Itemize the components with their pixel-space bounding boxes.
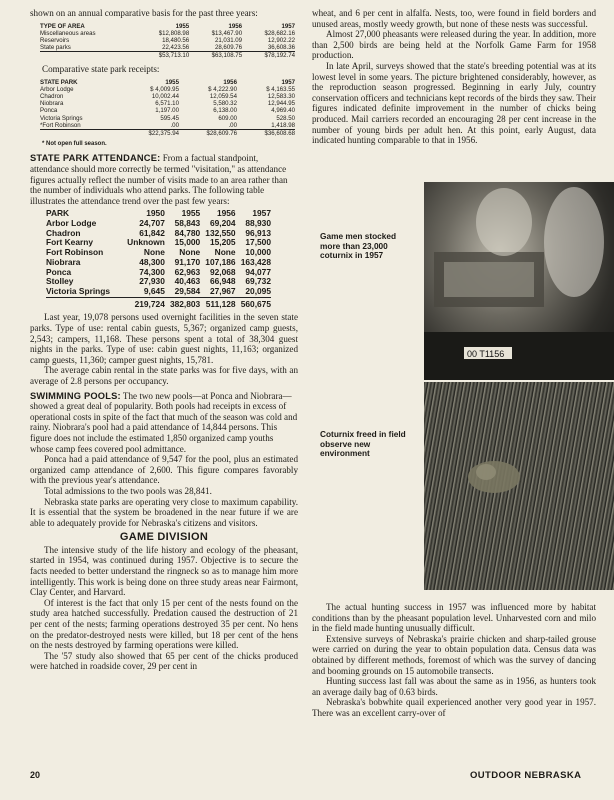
att-cell: Chadron — [46, 227, 81, 238]
park-cell: 4,969.40 — [271, 107, 295, 115]
park-table-header — [40, 79, 295, 86]
att-cell: 61,842 — [139, 227, 165, 238]
park-cell: 528.50 — [276, 114, 295, 122]
park-cell: .00 — [170, 121, 179, 129]
att-cell: 10,000 — [245, 247, 271, 258]
att-cell: 88,930 — [245, 218, 271, 229]
license-plate: 00 T1156 — [467, 349, 505, 359]
park-cell: *Fort Robinson — [40, 121, 81, 129]
att-total-1957: 560,675 — [236, 297, 271, 309]
att-total-row — [46, 297, 271, 309]
attendance-text: From a factual standpoint, attendance should more correctly be termed "visitation," as attendance figures actually reflect the number of visits made to an area rather than the number of individuals who attend parks. The following table illustrates the attendance trend over the past few years: — [30, 153, 288, 206]
area-head-type: TYPE OF AREA — [40, 22, 85, 30]
att-cell: 48,300 — [139, 256, 165, 267]
park-cell: Ponca — [40, 107, 58, 115]
att-cell: None — [143, 247, 165, 258]
att-cell: 69,204 — [209, 218, 236, 229]
area-cell: $28,682.16 — [264, 29, 295, 37]
att-cell: 91,170 — [174, 256, 201, 267]
area-head-1955: 1955 — [175, 22, 190, 30]
att-total-1950: 219,724 — [121, 297, 165, 309]
park-cell: 1,418.98 — [271, 121, 295, 129]
att-cell: 96,913 — [245, 227, 271, 238]
att-cell: None — [179, 247, 201, 258]
pools-heading: SWIMMING POOLS: — [30, 390, 121, 401]
att-cell: 84,780 — [174, 227, 201, 238]
park-total-1956: $28,609.76 — [179, 129, 237, 137]
park-cell: 1,197.00 — [155, 107, 179, 115]
att-cell: Ponca — [46, 266, 72, 277]
table-row — [40, 100, 295, 107]
area-total-row — [40, 51, 295, 59]
park-cell: Chadron — [40, 93, 64, 101]
photo-coturnix-field — [424, 382, 614, 590]
att-cell: 132,550 — [205, 227, 236, 238]
game-paragraph-2: Of interest is the fact that only 15 per cent of the nests found on the study area hatched successfully. Predation caused the destruction of 21 per cent of the nests; farming operations destroyed 35 per cent. No hens on the predator-destroyed nests were killed, but 18 per cent of the hens on the nests destroyed by farming operations were killed. — [30, 597, 298, 651]
right-paragraph-4: The actual hunting success in 1957 was influenced more by habitat conditions than by the pheasant population level. Unharvested corn and milo in the field made hunting unusually difficult. — [312, 602, 596, 634]
table-row — [40, 115, 295, 122]
park-total-1955: $22,375.94 — [121, 129, 179, 137]
left-column — [30, 8, 298, 672]
area-table — [40, 23, 295, 59]
att-cell: Fort Kearny — [46, 237, 94, 248]
att-cell: 92,068 — [209, 266, 236, 277]
area-cell: Reservoirs — [40, 36, 70, 44]
area-total-1955: $53,713.10 — [136, 51, 189, 59]
att-cell: 15,000 — [174, 237, 201, 248]
right-paragraph-2: Almost 27,000 pheasants were released during the year. In addition, more than 2,500 birds are being held at the Norfolk Game Farm for 1958 production. — [312, 29, 596, 61]
park-cell: Victoria Springs — [40, 114, 83, 122]
area-cell: 36,608.36 — [267, 43, 295, 51]
att-cell: 24,707 — [139, 218, 165, 229]
park-cell: 12,944.95 — [267, 100, 295, 108]
att-head: 1956 — [216, 208, 236, 219]
rental-paragraph: The average cabin rental in the state parks was for five days, with an average of 2.8 persons per occupancy. — [30, 365, 298, 386]
att-cell: 58,843 — [174, 218, 201, 229]
nebraska-paragraph: Nebraska state parks are operating very close to maximum capability. It is essential that the system be broadened in the near future if we are able to adequately provide for Nebraska's citizens and visitors. — [30, 496, 298, 528]
right-paragraph-7: Nebraska's bobwhite quail experienced another very good year in 1957. There was an excellent carry-over of — [312, 697, 596, 718]
park-cell: .00 — [228, 121, 237, 129]
area-cell: $12,808.98 — [158, 29, 190, 37]
att-cell: None — [214, 247, 236, 258]
caption-game-men: Game men stocked more than 23,000 coturnix in 1957 — [320, 231, 397, 261]
ponca-paragraph: Ponca had a paid attendance of 9,547 for the pool, plus an estimated organized camp attendance of 2,600. This figure compares favorably with the previous year's attendance. — [30, 454, 298, 486]
att-cell: 40,463 — [174, 276, 201, 287]
overnight-paragraph: Last year, 19,078 persons used overnight facilities in the seven state parks. Type of use: rental cabin guests, 5,367; organized camp guests, 2,543; campers, 11,168. These persons spent a total of 38,304 guest nights in the parks. Type of use: cabin guest nights, 11,163; organized camp guests, 11,360; camper guest nights, 15,781. — [30, 312, 298, 365]
park-cell: Niobrara — [40, 100, 64, 108]
park-head: 1957 — [281, 79, 295, 87]
area-cell: Miscellaneous areas — [40, 29, 96, 37]
area-total-1957: $78,192.74 — [242, 51, 295, 59]
park-cell: 6,571.10 — [155, 100, 179, 108]
park-total-row — [40, 129, 295, 137]
photo-game-men-truck — [424, 182, 614, 380]
table-row — [40, 107, 295, 114]
att-cell: Unknown — [127, 237, 165, 248]
magazine-name: OUTDOOR NEBRASKA — [470, 770, 582, 781]
att-cell: 163,428 — [240, 256, 271, 267]
table-footnote: * Not open full season. — [42, 140, 107, 147]
truck-photo-illustration — [424, 182, 614, 380]
table-row — [40, 122, 295, 130]
area-cell: 21,031.09 — [214, 36, 243, 44]
att-cell: 66,948 — [209, 276, 236, 287]
park-cell: 12,059.54 — [209, 93, 237, 101]
att-cell: Niobrara — [46, 256, 81, 267]
park-cell: 10,002.44 — [151, 93, 179, 101]
table-row — [40, 37, 295, 44]
att-cell: Victoria Springs — [46, 286, 111, 296]
park-total-1957: $36,608.68 — [237, 129, 295, 137]
att-head: PARK — [46, 208, 70, 219]
area-cell: 12,902.22 — [267, 36, 295, 44]
intro-paragraph: shown on an annual comparative basis for the past three years: — [30, 8, 258, 18]
att-cell: 15,205 — [209, 237, 236, 248]
att-cell: Stolley — [46, 276, 74, 287]
table-row — [40, 86, 295, 93]
field-photo-illustration — [424, 382, 614, 590]
att-head: 1955 — [181, 208, 201, 219]
area-head-1957: 1957 — [281, 22, 295, 30]
right-paragraph-5: Extensive surveys of Nebraska's prairie chicken and sharp-tailed grouse were carried on during the year to obtain population data. Census data was obtained by different methods, foremost of which was the survey of dancing and booming grounds on 15 automobile transects. — [312, 633, 596, 676]
att-cell: 94,077 — [245, 266, 271, 277]
area-total-1956: $63,108.75 — [189, 51, 242, 59]
table-row — [40, 44, 295, 52]
game-paragraph-1: The intensive study of the life history and ecology of the pheasant, started in 1954, was continued during 1957. Objective is to secure the facts needed to better understand the ringneck so as to manage him more intelligently. This work is being done on three study areas near Fairmont, Clay Center, and Harvard. — [30, 544, 298, 598]
park-cell — [40, 129, 121, 137]
right-paragraph-6: Hunting success last fall was about the same as in 1956, as hunters took an average daily bag of 0.63 birds. — [312, 676, 596, 697]
park-cell: 12,583.30 — [267, 93, 295, 101]
att-cell — [46, 297, 121, 309]
area-cell: $13,467.90 — [211, 29, 243, 37]
att-head: 1950 — [146, 208, 165, 219]
area-table-header — [40, 23, 295, 30]
att-total-1955: 382,803 — [165, 297, 200, 309]
park-head: 1956 — [223, 79, 237, 87]
att-cell: 62,963 — [174, 266, 201, 277]
area-head-1956: 1956 — [228, 22, 243, 30]
game-paragraph-3: The '57 study also showed that 65 per cent of the chicks produced were hatched in roadside cover, 29 per cent in — [30, 650, 298, 672]
att-cell: Arbor Lodge — [46, 218, 97, 229]
area-cell: State parks — [40, 43, 71, 51]
table-row — [46, 287, 271, 297]
park-cell: 6,138.00 — [213, 107, 237, 115]
park-cell: $ 4,009.95 — [150, 86, 179, 94]
area-cell: 22,423.56 — [162, 43, 190, 51]
att-cell: 69,732 — [245, 276, 271, 287]
area-cell — [40, 51, 136, 59]
att-cell: 107,186 — [205, 256, 236, 267]
total-paragraph: Total admissions to the two pools was 28,841. — [44, 485, 212, 496]
table-row — [40, 93, 295, 100]
pools-text: The two new pools—at Ponca and Niobrara—showed a great deal of popularity. Both pools had receipts in excess of operational costs in spite of the fact that much of the season was cold and rainy. Niobrara's pool had a paid attendance of 14,844 persons. This figure does not include the estimated 1,850 organized camp youths whose camp fees covered pool admittance. — [30, 390, 298, 454]
park-head: 1955 — [165, 79, 179, 87]
park-head: STATE PARK — [40, 79, 78, 87]
park-cell: $ 4,163.55 — [266, 86, 295, 94]
right-paragraph-3: In late April, surveys showed that the state's breeding potential was at its lowest level in some years. The picture brightened considerably, however, as the reproduction season progressed. Beginning in early July, country conservation officers and technicians kept records of the birds they saw. Their figures indicated definite improvement in the number of chicks being produced. Mail carriers recorded an encouraging 28 per cent increase in the number of young birds per adult hen. At this point, early August, data indicated hunting comparable to that in 1956. — [312, 60, 596, 146]
attendance-table — [46, 209, 271, 309]
att-cell: 29,584 — [174, 286, 201, 296]
area-cell: 28,609.76 — [214, 43, 243, 51]
park-cell: 595.45 — [160, 114, 179, 122]
park-cell: $ 4,222.90 — [208, 86, 237, 94]
att-cell: 9,645 — [143, 286, 165, 296]
caption-coturnix: Coturnix freed in field observe new environment — [320, 429, 406, 459]
att-cell: 27,930 — [139, 276, 165, 287]
right-paragraph-1: wheat, and 6 per cent in alfalfa. Nests, too, were found in field borders and unused areas, mostly weedy growth, but none of these nests was successful. — [312, 8, 596, 29]
game-division-heading: GAME DIVISION — [119, 531, 209, 544]
att-cell: 27,967 — [209, 286, 236, 296]
park-receipts-table — [40, 79, 295, 137]
park-cell: 609.00 — [218, 114, 237, 122]
right-column — [312, 8, 596, 146]
att-head: 1957 — [252, 208, 271, 219]
att-cell: 20,095 — [245, 286, 271, 296]
attendance-heading: STATE PARK ATTENDANCE: — [30, 153, 161, 164]
att-total-1956: 511,128 — [200, 297, 235, 309]
att-cell: Fort Robinson — [46, 247, 104, 258]
att-cell: 74,300 — [139, 266, 165, 277]
page-number: 20 — [30, 770, 41, 780]
receipts-label: Comparative state park receipts: — [42, 64, 160, 75]
table-row — [40, 30, 295, 37]
park-cell: 5,580.32 — [213, 100, 237, 108]
att-cell: 17,500 — [245, 237, 271, 248]
area-cell: 18,480.56 — [162, 36, 190, 44]
park-cell: Arbor Lodge — [40, 86, 74, 94]
right-bottom-column — [312, 602, 596, 719]
